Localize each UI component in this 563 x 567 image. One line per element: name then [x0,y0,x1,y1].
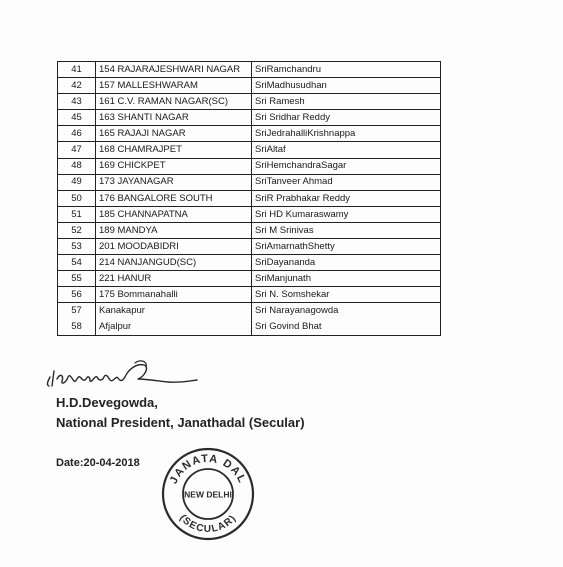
table-row [58,287,441,303]
table-row [58,158,441,174]
table-row [58,239,441,255]
row-number: 53 [58,239,96,255]
candidate-list-body [58,62,441,336]
candidate-cell: Sri N. Somshekar [252,287,441,303]
table-row [58,78,441,94]
candidate-cell: SriAltaf [252,142,441,158]
table-row [58,110,441,126]
constituency-cell: 176 BANGALORE SOUTH [96,190,252,206]
candidate-cell: SriAmarnathShetty [252,239,441,255]
constituency-cell: Afjalpur [96,319,252,335]
handwritten-signature [40,355,200,395]
constituency-cell: 168 CHAMRAJPET [96,142,252,158]
row-number: 51 [58,206,96,222]
candidate-cell: Sri M Srinivas [252,222,441,238]
constituency-cell: Kanakapur [96,303,252,319]
candidate-cell: Sri Govind Bhat [252,319,441,335]
constituency-cell: 221 HANUR [96,271,252,287]
table-row [58,94,441,110]
table-row [58,271,441,287]
row-number: 58 [58,319,96,335]
constituency-cell: 185 CHANNAPATNA [96,206,252,222]
row-number: 47 [58,142,96,158]
table-row [58,174,441,190]
candidate-cell: SriR Prabhakar Reddy [252,190,441,206]
candidate-list-table [57,61,441,336]
party-seal-stamp [160,446,256,542]
candidate-cell: SriManjunath [252,271,441,287]
table-row [58,62,441,78]
seal-bottom-text: (SECULAR) [177,512,239,535]
row-number: 57 [58,303,96,319]
signatory-name: H.D.Devegowda, [56,395,158,410]
table-row [58,190,441,206]
row-number: 41 [58,62,96,78]
constituency-cell: 173 JAYANAGAR [96,174,252,190]
seal-center-text: NEW DELHI [184,489,232,500]
constituency-cell: 165 RAJAJI NAGAR [96,126,252,142]
table-row [58,255,441,271]
row-number: 46 [58,126,96,142]
constituency-cell: 201 MOODABIDRI [96,239,252,255]
row-number: 52 [58,222,96,238]
constituency-cell: 161 C.V. RAMAN NAGAR(SC) [96,94,252,110]
row-number: 42 [58,78,96,94]
candidate-cell: Sri Ramesh [252,94,441,110]
row-number: 43 [58,94,96,110]
row-number: 56 [58,287,96,303]
constituency-cell: 175 Bommanahalli [96,287,252,303]
signatory-title: National President, Janathadal (Secular) [56,415,305,430]
candidate-cell: Sri Sridhar Reddy [252,110,441,126]
candidate-cell: Sri Narayanagowda [252,303,441,319]
row-number: 48 [58,158,96,174]
document-date: Date:20-04-2018 [56,457,140,469]
seal-top-text: JANATA DAL [167,452,249,486]
constituency-cell: 163 SHANTI NAGAR [96,110,252,126]
candidate-cell: SriJedrahalliKrishnappa [252,126,441,142]
constituency-cell: 214 NANJANGUD(SC) [96,255,252,271]
table-row [58,206,441,222]
row-number: 55 [58,271,96,287]
row-number: 49 [58,174,96,190]
constituency-cell: 169 CHICKPET [96,158,252,174]
row-number: 50 [58,190,96,206]
constituency-cell: 154 RAJARAJESHWARI NAGAR [96,62,252,78]
constituency-cell: 189 MANDYA [96,222,252,238]
table-row [58,142,441,158]
constituency-cell: 157 MALLESHWARAM [96,78,252,94]
table-row [58,303,441,319]
candidate-cell: SriMadhusudhan [252,78,441,94]
table-row [58,126,441,142]
candidate-cell: SriHemchandraSagar [252,158,441,174]
candidate-cell: SriDayananda [252,255,441,271]
candidate-cell: SriTanveer Ahmad [252,174,441,190]
row-number: 45 [58,110,96,126]
row-number: 54 [58,255,96,271]
svg-text:(SECULAR) [177,513,239,535]
candidate-cell: SriRamchandru [252,62,441,78]
table-row [58,319,441,335]
candidate-cell: Sri HD Kumaraswamy [252,206,441,222]
table-row [58,222,441,238]
